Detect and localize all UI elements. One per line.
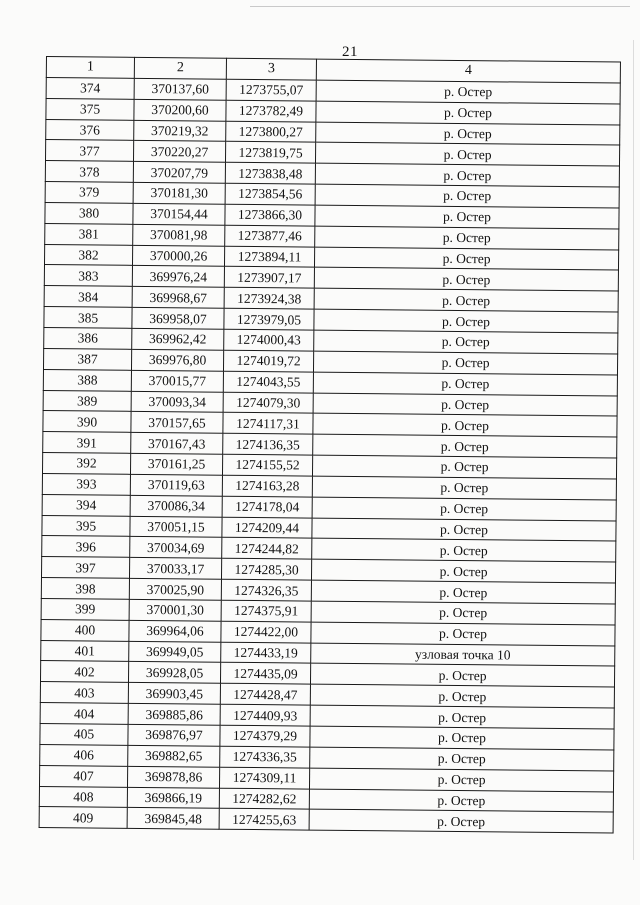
cell-description: р. Остер xyxy=(310,664,614,688)
cell-x-coordinate: 370200,60 xyxy=(134,99,226,121)
cell-y-coordinate: 1274326,35 xyxy=(221,579,311,601)
cell-point-number: 407 xyxy=(39,765,127,787)
cell-x-coordinate: 369878,86 xyxy=(127,766,219,788)
cell-point-number: 408 xyxy=(39,786,127,808)
cell-description: р. Остер xyxy=(316,101,620,125)
cell-point-number: 393 xyxy=(42,473,130,495)
cell-description: р. Остер xyxy=(312,497,616,521)
cell-x-coordinate: 369903,45 xyxy=(128,683,220,705)
cell-point-number: 396 xyxy=(42,536,130,558)
cell-x-coordinate: 370137,60 xyxy=(134,78,226,100)
cell-description: р. Остер xyxy=(314,268,618,292)
cell-x-coordinate: 369964,06 xyxy=(129,620,221,642)
cell-point-number: 392 xyxy=(42,453,130,475)
cell-x-coordinate: 370207,79 xyxy=(133,162,225,184)
cell-point-number: 381 xyxy=(45,223,133,245)
cell-description: р. Остер xyxy=(315,226,619,250)
cell-y-coordinate: 1274178,04 xyxy=(222,496,312,518)
cell-point-number: 398 xyxy=(41,578,129,600)
cell-point-number: 379 xyxy=(45,182,133,204)
cell-description: р. Остер xyxy=(309,768,613,792)
cell-x-coordinate: 369885,86 xyxy=(128,703,220,725)
cell-point-number: 402 xyxy=(40,661,128,683)
cell-y-coordinate: 1274379,29 xyxy=(220,725,310,747)
cell-description: р. Остер xyxy=(315,163,619,187)
cell-x-coordinate: 370181,30 xyxy=(133,182,225,204)
header-cell-point-number: 1 xyxy=(46,57,134,79)
cell-y-coordinate: 1273800,27 xyxy=(226,121,316,143)
cell-description: р. Остер xyxy=(313,434,617,458)
cell-x-coordinate: 369882,65 xyxy=(128,745,220,767)
cell-description: р. Остер xyxy=(313,351,617,375)
cell-description: р. Остер xyxy=(315,142,619,166)
cell-description: р. Остер xyxy=(312,455,616,479)
cell-y-coordinate: 1274375,91 xyxy=(221,600,311,622)
cell-description: р. Остер xyxy=(314,247,618,271)
cell-description: р. Остер xyxy=(314,330,618,354)
header-cell-y-coordinate: 3 xyxy=(226,58,316,80)
cell-x-coordinate: 370161,25 xyxy=(130,453,222,475)
cell-x-coordinate: 370167,43 xyxy=(131,433,223,455)
cell-point-number: 383 xyxy=(44,265,132,287)
cell-description: узловая точка 10 xyxy=(311,643,615,667)
cell-point-number: 391 xyxy=(43,432,131,454)
cell-x-coordinate: 370001,30 xyxy=(129,599,221,621)
cell-y-coordinate: 1274136,35 xyxy=(223,433,313,455)
cell-x-coordinate: 369928,05 xyxy=(128,662,220,684)
cell-point-number: 385 xyxy=(44,307,132,329)
cell-point-number: 404 xyxy=(40,703,128,725)
header-cell-description: 4 xyxy=(316,59,620,83)
cell-description: р. Остер xyxy=(310,726,614,750)
cell-x-coordinate: 369976,80 xyxy=(131,349,223,371)
cell-point-number: 375 xyxy=(46,98,134,120)
cell-y-coordinate: 1274435,09 xyxy=(220,663,310,685)
cell-description: р. Остер xyxy=(309,809,613,833)
cell-point-number: 401 xyxy=(41,640,129,662)
cell-point-number: 389 xyxy=(43,390,131,412)
cell-y-coordinate: 1274428,47 xyxy=(220,684,310,706)
cell-y-coordinate: 1273819,75 xyxy=(225,142,315,164)
cell-description: р. Остер xyxy=(316,80,620,104)
cell-y-coordinate: 1273924,38 xyxy=(224,288,314,310)
cell-x-coordinate: 369876,97 xyxy=(128,724,220,746)
cell-description: р. Остер xyxy=(313,372,617,396)
cell-description: р. Остер xyxy=(316,122,620,146)
cell-description: р. Остер xyxy=(314,288,618,312)
cell-point-number: 390 xyxy=(43,411,131,433)
cell-x-coordinate: 370034,69 xyxy=(130,537,222,559)
cell-x-coordinate: 370025,90 xyxy=(129,578,221,600)
cell-y-coordinate: 1274433,19 xyxy=(221,642,311,664)
cell-y-coordinate: 1273854,56 xyxy=(225,183,315,205)
table-row xyxy=(39,807,613,833)
cell-x-coordinate: 370219,32 xyxy=(134,120,226,142)
cell-point-number: 405 xyxy=(40,723,128,745)
cell-point-number: 403 xyxy=(40,682,128,704)
cell-x-coordinate: 369949,05 xyxy=(129,641,221,663)
cell-x-coordinate: 369958,07 xyxy=(132,307,224,329)
cell-description: р. Остер xyxy=(311,601,615,625)
header-cell-x-coordinate: 2 xyxy=(134,57,226,79)
cell-x-coordinate: 370033,17 xyxy=(129,558,221,580)
cell-x-coordinate: 370015,77 xyxy=(131,370,223,392)
cell-description: р. Остер xyxy=(311,622,615,646)
cell-y-coordinate: 1274079,30 xyxy=(223,392,313,414)
cell-description: р. Остер xyxy=(310,747,614,771)
coordinates-table xyxy=(39,56,621,834)
cell-description: р. Остер xyxy=(311,559,615,583)
cell-y-coordinate: 1274117,31 xyxy=(223,413,313,435)
cell-y-coordinate: 1274244,82 xyxy=(222,538,312,560)
cell-point-number: 394 xyxy=(42,494,130,516)
cell-description: р. Остер xyxy=(309,789,613,813)
cell-y-coordinate: 1273782,49 xyxy=(226,100,316,122)
cell-point-number: 377 xyxy=(45,140,133,162)
cell-y-coordinate: 1274422,00 xyxy=(221,621,311,643)
cell-point-number: 400 xyxy=(41,619,129,641)
cell-x-coordinate: 369866,19 xyxy=(127,787,219,809)
cell-x-coordinate: 370093,34 xyxy=(131,391,223,413)
cell-point-number: 388 xyxy=(43,369,131,391)
cell-y-coordinate: 1274285,30 xyxy=(221,558,311,580)
cell-y-coordinate: 1274043,55 xyxy=(223,371,313,393)
cell-description: р. Остер xyxy=(312,476,616,500)
cell-x-coordinate: 370119,63 xyxy=(130,474,222,496)
cell-point-number: 382 xyxy=(44,244,132,266)
cell-y-coordinate: 1273866,30 xyxy=(225,204,315,226)
cell-point-number: 384 xyxy=(44,286,132,308)
cell-y-coordinate: 1274209,44 xyxy=(222,517,312,539)
cell-y-coordinate: 1274255,63 xyxy=(219,809,309,831)
cell-x-coordinate: 369976,24 xyxy=(132,266,224,288)
scan-edge-line xyxy=(250,6,630,7)
cell-y-coordinate: 1273755,07 xyxy=(226,79,316,101)
cell-point-number: 399 xyxy=(41,598,129,620)
cell-y-coordinate: 1273877,46 xyxy=(225,225,315,247)
cell-x-coordinate: 369968,67 xyxy=(132,287,224,309)
cell-description: р. Остер xyxy=(312,518,616,542)
cell-description: р. Остер xyxy=(315,184,619,208)
cell-x-coordinate: 370220,27 xyxy=(133,141,225,163)
cell-point-number: 387 xyxy=(43,348,131,370)
cell-x-coordinate: 369962,42 xyxy=(132,328,224,350)
cell-y-coordinate: 1274163,28 xyxy=(222,475,312,497)
cell-y-coordinate: 1274336,35 xyxy=(220,746,310,768)
cell-x-coordinate: 369845,48 xyxy=(127,808,219,830)
cell-description: р. Остер xyxy=(315,205,619,229)
cell-x-coordinate: 370081,98 xyxy=(133,224,225,246)
cell-point-number: 397 xyxy=(41,557,129,579)
scan-edge-line xyxy=(633,40,634,860)
cell-point-number: 406 xyxy=(40,744,128,766)
cell-y-coordinate: 1273838,48 xyxy=(225,162,315,184)
cell-y-coordinate: 1274019,72 xyxy=(223,350,313,372)
cell-point-number: 378 xyxy=(45,161,133,183)
cell-y-coordinate: 1273907,17 xyxy=(224,267,314,289)
cell-point-number: 380 xyxy=(45,202,133,224)
page-number: 21 xyxy=(342,44,358,60)
cell-description: р. Остер xyxy=(313,413,617,437)
cell-x-coordinate: 370000,26 xyxy=(132,245,224,267)
cell-y-coordinate: 1273979,05 xyxy=(224,308,314,330)
cell-description: р. Остер xyxy=(311,580,615,604)
cell-description: р. Остер xyxy=(313,393,617,417)
cell-x-coordinate: 370154,44 xyxy=(133,203,225,225)
cell-description: р. Остер xyxy=(314,309,618,333)
coordinates-table-wrapper xyxy=(39,56,620,834)
cell-point-number: 409 xyxy=(39,807,127,829)
cell-y-coordinate: 1274409,93 xyxy=(220,704,310,726)
cell-y-coordinate: 1274155,52 xyxy=(222,454,312,476)
cell-y-coordinate: 1274309,11 xyxy=(219,767,309,789)
cell-point-number: 376 xyxy=(46,119,134,141)
cell-point-number: 386 xyxy=(44,327,132,349)
cell-description: р. Остер xyxy=(312,538,616,562)
cell-y-coordinate: 1273894,11 xyxy=(224,246,314,268)
cell-description: р. Остер xyxy=(310,705,614,729)
cell-x-coordinate: 370051,15 xyxy=(130,516,222,538)
cell-x-coordinate: 370157,65 xyxy=(131,412,223,434)
cell-point-number: 395 xyxy=(42,515,130,537)
cell-y-coordinate: 1274282,62 xyxy=(219,788,309,810)
cell-point-number: 374 xyxy=(46,77,134,99)
cell-y-coordinate: 1274000,43 xyxy=(224,329,314,351)
cell-x-coordinate: 370086,34 xyxy=(130,495,222,517)
cell-description: р. Остер xyxy=(310,684,614,708)
